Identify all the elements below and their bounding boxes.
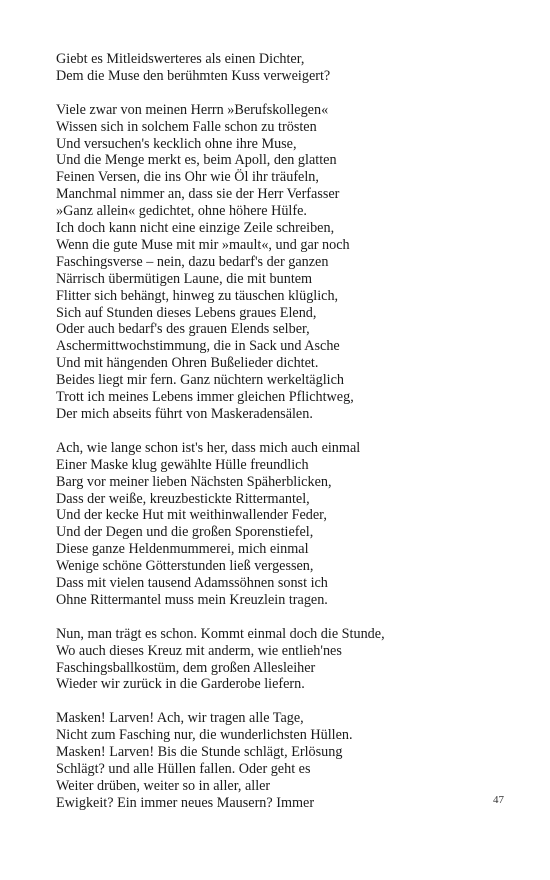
poem-line: Ach, wie lange schon ist's her, dass mich auch einmal — [56, 439, 361, 456]
poem-line: Viele zwar von meinen Herrn »Berufskollegen« — [56, 101, 329, 118]
poem-line: Wo auch dieses Kreuz mit anderm, wie entlieh'nes — [56, 642, 342, 659]
poem-line: Trott ich meines Lebens immer gleichen Pflichtweg, — [56, 389, 354, 406]
poem-line: Wenn die gute Muse mit mir »mault«, und gar noch — [56, 236, 350, 253]
poem-line: Diese ganze Heldenmummerei, mich einmal — [56, 541, 309, 558]
poem-line: Giebt es Mitleidswerteres als einen Dichter, — [56, 51, 305, 67]
poem-line: Feinen Versen, die ins Ohr wie Öl ihr träufeln, — [56, 169, 319, 186]
poem-line: Masken! Larven! Ach, wir tragen alle Tage, — [56, 710, 304, 727]
poem-line: Der mich abseits führt von Maskeradensälen. — [56, 406, 313, 423]
poem-line: Barg vor meiner lieben Nächsten Späherblicken, — [56, 473, 332, 490]
poem-line: Ich doch kann nicht eine einzige Zeile schreiben, — [56, 220, 335, 237]
stanza — [56, 51, 536, 85]
poem-line: Faschingsverse – nein, dazu bedarf's der ganzen — [56, 253, 329, 270]
stanza — [56, 710, 536, 811]
poem-line: Beides liegt mir fern. Ganz nüchtern werkeltäglich — [56, 372, 344, 389]
poem-line: Ewigkeit? Ein immer neues Mausern? Immer — [56, 794, 315, 811]
poem-line: Sich auf Stunden dieses Lebens graues Elend, — [56, 304, 317, 321]
poem-line: »Ganz allein« gedichtet, ohne höhere Hülfe. — [56, 203, 307, 220]
poem-line: Närrisch übermütigen Laune, die mit buntem — [56, 270, 313, 287]
poem-line: Dem die Muse den berühmten Kuss verweigert? — [56, 67, 331, 84]
poem-line: Faschingsballkostüm, dem großen Allesleiher — [56, 659, 316, 676]
poem-line: Masken! Larven! Bis die Stunde schlägt, Erlösung — [56, 744, 343, 761]
poem-line: Wieder wir zurück in die Garderobe liefern. — [56, 676, 305, 693]
poem-line: Ohne Rittermantel muss mein Kreuzlein tragen. — [56, 591, 328, 608]
page-number: 47 — [493, 794, 504, 806]
poem-line: Wenige schöne Götterstunden ließ vergessen, — [56, 558, 314, 575]
poem-line: Nicht zum Fasching nur, die wunderlichsten Hüllen. — [56, 727, 353, 744]
poem-line: Wissen sich in solchem Falle schon zu trösten — [56, 118, 317, 135]
poem-line: Schlägt? und alle Hüllen fallen. Oder geht es — [56, 761, 311, 777]
stanza — [56, 102, 536, 423]
poem-line: Dass der weiße, kreuzbestickte Rittermantel, — [56, 490, 310, 507]
poem-body — [56, 51, 536, 829]
poem-line: Dass mit vielen tausend Adamssöhnen sonst ich — [56, 575, 328, 592]
poem-line: Flitter sich behängt, hinweg zu täuschen klüglich, — [56, 287, 339, 304]
stanza — [56, 440, 536, 609]
poem-line: Und versuchen's kecklich ohne ihre Muse, — [56, 135, 297, 152]
poem-line: Und die Menge merkt es, beim Apoll, den glatten — [56, 152, 337, 169]
poem-line: Weiter drüben, weiter so in aller, aller — [56, 777, 271, 794]
poem-line: Oder auch bedarf's des grauen Elends selber, — [56, 321, 310, 338]
poem-line: Und mit hängenden Ohren Bußelieder dichtet. — [56, 355, 319, 372]
poem-line: Nun, man trägt es schon. Kommt einmal doch die Stunde, — [56, 625, 385, 642]
poem-line: Einer Maske klug gewählte Hülle freundlich — [56, 456, 309, 473]
poem-line: Und der Degen und die großen Sporenstiefel, — [56, 524, 314, 541]
poem-line: Manchmal nimmer an, dass sie der Herr Verfasser — [56, 186, 340, 203]
stanza — [56, 626, 536, 694]
poem-line: Aschermittwochstimmung, die in Sack und Asche — [56, 338, 340, 355]
poem-line: Und der kecke Hut mit weithinwallender Feder, — [56, 507, 327, 524]
